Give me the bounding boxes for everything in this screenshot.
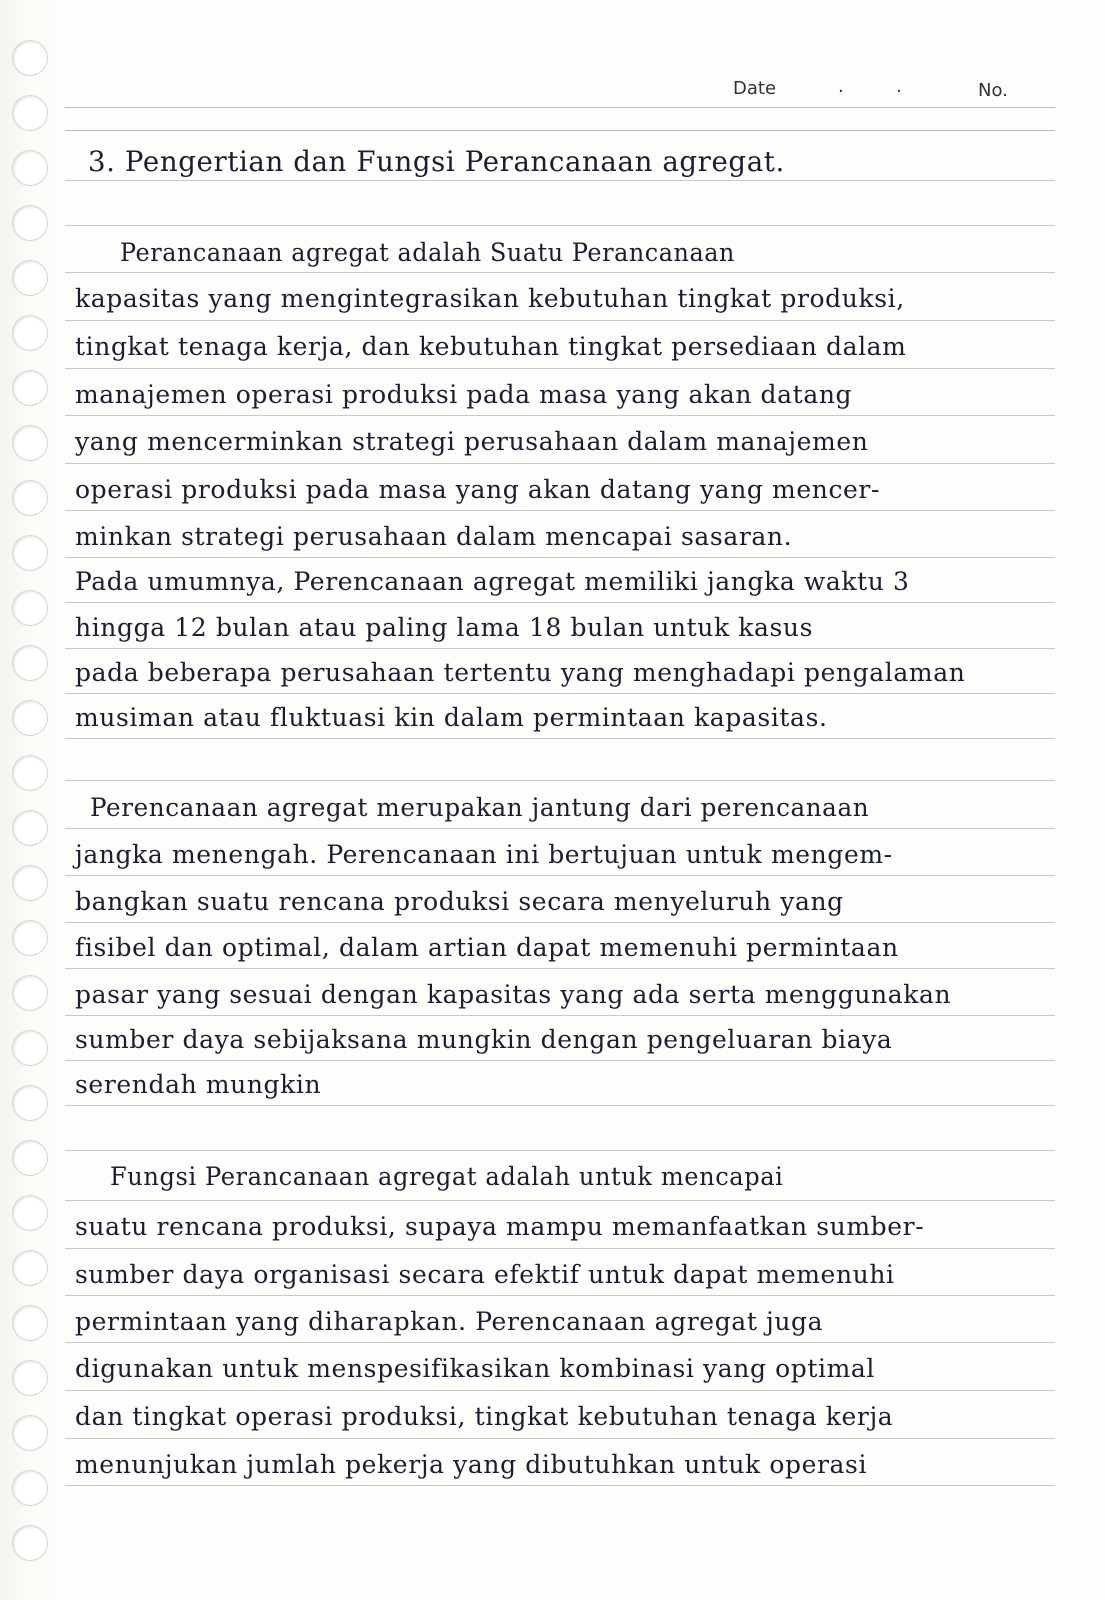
ruled-line — [65, 180, 1055, 181]
text-line: manajemen operasi produksi pada masa yang akan datang — [75, 380, 853, 409]
ruled-line — [65, 1015, 1055, 1016]
text-line: permintaan yang diharapkan. Perencanaan agregat juga — [75, 1307, 824, 1336]
text-line: pada beberapa perusahaan tertentu yang menghadapi pengalaman — [75, 658, 966, 687]
ruled-line — [65, 738, 1055, 739]
text-line: yang mencerminkan strategi perusahaan dalam manajemen — [75, 427, 869, 456]
text-line: menunjukan jumlah pekerja yang dibutuhkan untuk operasi — [75, 1450, 868, 1479]
text-line: kapasitas yang mengintegrasikan kebutuhan tingkat produksi, — [75, 284, 905, 313]
binder-hole — [12, 1140, 48, 1176]
ruled-line — [65, 648, 1055, 649]
binder-hole — [12, 1360, 48, 1396]
binder-holes — [0, 0, 60, 1600]
text-line: musiman atau fluktuasi kin dalam permintaan kapasitas. — [75, 703, 828, 732]
binder-hole — [12, 865, 48, 901]
ruled-line — [65, 272, 1055, 273]
page-header — [0, 76, 1105, 106]
binder-hole — [12, 920, 48, 956]
ruled-line — [65, 510, 1055, 511]
ruled-line — [65, 1485, 1055, 1486]
ruled-line — [65, 1200, 1055, 1201]
text-line: minkan strategi perusahaan dalam mencapai sasaran. — [75, 522, 793, 551]
binder-hole — [12, 810, 48, 846]
binder-hole — [12, 425, 48, 461]
text-line: Fungsi Perancanaan agregat adalah untuk mencapai — [110, 1162, 784, 1191]
text-line: digunakan untuk menspesifikasikan kombinasi yang optimal — [75, 1354, 876, 1383]
page-title: 3. Pengertian dan Fungsi Perancanaan agregat. — [88, 145, 785, 178]
binder-hole — [12, 315, 48, 351]
text-line: hingga 12 bulan atau paling lama 18 bulan untuk kasus — [75, 613, 814, 642]
binder-hole — [12, 150, 48, 186]
ruled-line — [65, 320, 1055, 321]
binder-hole — [12, 590, 48, 626]
binder-hole — [12, 1305, 48, 1341]
binder-hole — [12, 975, 48, 1011]
ruled-line — [65, 225, 1055, 226]
binder-hole — [12, 645, 48, 681]
text-line: dan tingkat operasi produksi, tingkat kebutuhan tenaga kerja — [75, 1402, 894, 1431]
header-rule — [65, 130, 1055, 131]
ruled-line — [65, 968, 1055, 969]
ruled-line — [65, 1438, 1055, 1439]
ruled-line — [65, 693, 1055, 694]
text-line: sumber daya organisasi secara efektif untuk dapat memenuhi — [75, 1260, 895, 1289]
ruled-line — [65, 780, 1055, 781]
binder-hole — [12, 1415, 48, 1451]
binder-hole — [12, 40, 48, 76]
binder-hole — [12, 370, 48, 406]
ruled-line — [65, 463, 1055, 464]
ruled-line — [65, 557, 1055, 558]
text-line: Pada umumnya, Perencanaan agregat memiliki jangka waktu 3 — [75, 567, 910, 596]
binder-hole — [12, 1085, 48, 1121]
ruled-line — [65, 1150, 1055, 1151]
text-line: tingkat tenaga kerja, dan kebutuhan tingkat persediaan dalam — [75, 332, 907, 361]
ruled-line — [65, 1248, 1055, 1249]
ruled-line — [65, 368, 1055, 369]
ruled-line — [65, 1390, 1055, 1391]
ruled-line — [65, 922, 1055, 923]
binder-hole — [12, 480, 48, 516]
ruled-line — [65, 828, 1055, 829]
text-line: bangkan suatu rencana produksi secara menyeluruh yang — [75, 887, 844, 916]
binder-hole — [12, 205, 48, 241]
ruled-line — [65, 1105, 1055, 1106]
binder-hole — [12, 1250, 48, 1286]
ruled-line — [65, 1342, 1055, 1343]
ruled-line — [65, 875, 1055, 876]
date-label: Date — [733, 78, 777, 99]
ruled-line — [65, 415, 1055, 416]
ruled-line — [65, 1295, 1055, 1296]
text-line: serendah mungkin — [75, 1070, 322, 1099]
binder-hole — [12, 700, 48, 736]
binder-hole — [12, 1030, 48, 1066]
text-line: pasar yang sesuai dengan kapasitas yang ada serta menggunakan — [75, 980, 952, 1009]
date-separator: . — [838, 76, 844, 97]
binder-hole — [12, 1195, 48, 1231]
ruled-line — [65, 602, 1055, 603]
binder-hole — [12, 535, 48, 571]
binder-hole — [12, 1525, 48, 1561]
binder-hole — [12, 260, 48, 296]
header-rule — [65, 107, 1055, 108]
text-line: Perencanaan agregat merupakan jantung dari perencanaan — [90, 793, 870, 822]
text-line: Perancanaan agregat adalah Suatu Perancanaan — [120, 238, 735, 267]
text-line: sumber daya sebijaksana mungkin dengan pengeluaran biaya — [75, 1025, 893, 1054]
date-separator: . — [896, 76, 902, 97]
text-line: suatu rencana produksi, supaya mampu memanfaatkan sumber- — [75, 1212, 925, 1241]
number-label: No. — [978, 80, 1008, 101]
text-line: operasi produksi pada masa yang akan datang yang mencer- — [75, 475, 881, 504]
ruled-line — [65, 1060, 1055, 1061]
text-line: fisibel dan optimal, dalam artian dapat memenuhi permintaan — [75, 933, 899, 962]
text-line: jangka menengah. Perencanaan ini bertujuan untuk mengem- — [75, 840, 893, 869]
binder-hole — [12, 755, 48, 791]
binder-hole — [12, 1470, 48, 1506]
